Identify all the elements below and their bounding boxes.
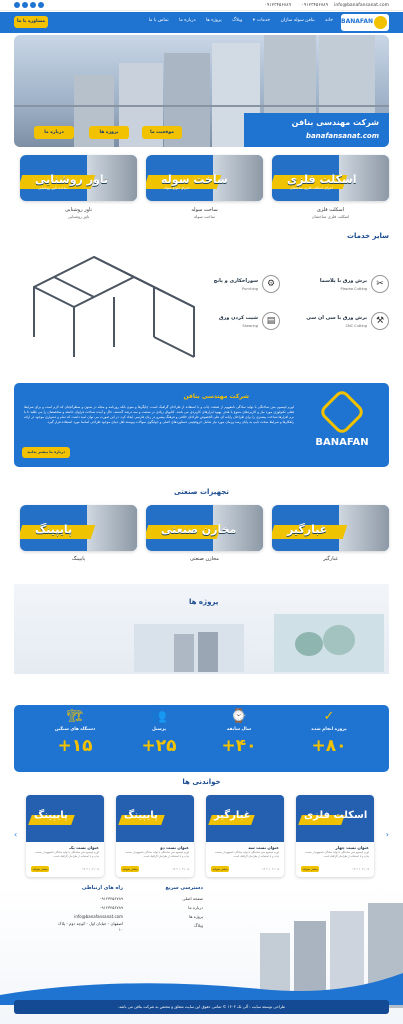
blog-card-excerpt: لورم ایپسوم متن ساختگی با تولید سادگی نامفهوم از صنعت چاپ و با استفاده از طراحان گرافیک است: [304, 851, 369, 858]
about-title: شرکت مهندسی بنافن: [183, 393, 249, 400]
blog-more-button[interactable]: بیشتر بخوانید: [302, 867, 318, 871]
service-desc-tower: تاور روشنایی: [67, 214, 90, 219]
hero-site: banafansanat.com: [305, 132, 379, 140]
blog-card-3[interactable]: [206, 795, 284, 877]
nav-banafan[interactable]: بنافن سوله سازان: [280, 18, 315, 23]
service-card-sub: ساخت تاور روشنایی: [38, 186, 68, 190]
blog-card-4[interactable]: [296, 795, 374, 877]
hero-location-button[interactable]: موقعیت ما: [142, 126, 182, 139]
hero-caption: [244, 113, 389, 147]
carousel-next-icon[interactable]: ›: [385, 830, 389, 839]
industrial-photo: [339, 505, 389, 551]
footer-address: اصفهان - خیابان اول - کوچه دوم - پلاک ۱۰: [57, 921, 123, 932]
about-section: [14, 383, 389, 467]
main-nav: [149, 18, 333, 23]
footer-contact-title: راه های ارتباطی: [81, 885, 123, 891]
stat-years: [204, 710, 274, 766]
carousel-prev-icon[interactable]: ‹: [14, 830, 18, 839]
nav-services[interactable]: خدمات: [256, 18, 271, 23]
plasma-cutting-icon: ✂: [371, 275, 389, 293]
telegram-icon[interactable]: [22, 2, 28, 8]
industrial-card-tanks[interactable]: [146, 505, 263, 551]
service-name-shed[interactable]: ساخت سوله: [191, 207, 218, 213]
service-card-shed[interactable]: [146, 155, 263, 201]
stat-label: پرسنل: [151, 727, 167, 732]
footer-email[interactable]: info@banafansanat.com: [74, 914, 123, 919]
chevron-down-icon: ▾: [252, 18, 255, 23]
blog-card-excerpt: لورم ایپسوم متن ساختگی با تولید سادگی نامفهوم از صنعت چاپ و با استفاده از طراحان گرافیک است: [34, 851, 99, 858]
blog-more-button[interactable]: بیشتر بخوانید: [212, 867, 228, 871]
service-card-label: تاور روشنایی: [35, 173, 109, 186]
clock-icon: ⌚: [230, 709, 248, 724]
industrial-title: تجهیزات صنعتی: [174, 488, 229, 496]
blog-card-label: اسکلت فلزی: [304, 810, 368, 821]
social-icons: [14, 2, 44, 10]
other-service-name: برش ورق با پلاسما: [319, 278, 367, 284]
other-service-sub: Punching: [241, 287, 258, 291]
other-service-cnc[interactable]: [306, 312, 389, 334]
blog-card-title[interactable]: عنوان تست سه: [248, 845, 279, 850]
blog-card-2[interactable]: [116, 795, 194, 877]
other-service-name: برش ورق با سی ان سی: [306, 315, 367, 321]
industrial-card-label: غبارگیر: [287, 523, 328, 536]
punching-icon: ⚙: [262, 275, 280, 293]
instagram-icon[interactable]: [14, 2, 20, 8]
stat-staff: [124, 710, 194, 766]
footer-phone-2[interactable]: ۰۹۱۲۳۴۵۶۷۸۹: [99, 905, 123, 910]
service-name-steel[interactable]: اسکلت فلزی: [316, 207, 345, 213]
hero-projects-button[interactable]: پروژه ها: [89, 126, 129, 139]
blog-card-title[interactable]: عنوان تست چهار: [335, 845, 369, 850]
nav-blog[interactable]: وبلاگ: [232, 18, 243, 23]
nav-projects[interactable]: پروژه ها: [206, 18, 222, 23]
hero-about-button[interactable]: درباره ما: [34, 126, 74, 139]
blog-card-date: ۱۴۰۲ / ۰۳ / ۰۵: [82, 867, 99, 871]
projects-section: [14, 584, 389, 674]
logo-mark-icon: [374, 16, 387, 29]
about-more-button[interactable]: درباره ما بیشتر بدانید: [22, 447, 70, 458]
footer-link-projects[interactable]: پروژه ها: [189, 914, 203, 919]
blog-card-date: ۱۴۰۲ / ۰۳ / ۰۵: [352, 867, 369, 871]
footer-link-blog[interactable]: وبلاگ: [193, 923, 203, 928]
stat-label: دستگاه های سنگین: [54, 727, 96, 732]
blog-card-label: پایپینگ: [34, 810, 68, 821]
blog-card-label: پایپینگ: [124, 810, 158, 821]
top-bar: [0, 0, 403, 11]
copyright-text: طراحی توسعه سایت : آلی تک ۱۴۰۳ © تمامی حقوق این سایت متعلق و مختص به شرکت بنافن می باشد.: [117, 1004, 286, 1009]
blog-card-1[interactable]: [26, 795, 104, 877]
steel-frame-illustration: [14, 242, 214, 372]
blog-card-title[interactable]: عنوان تست دو: [160, 845, 189, 850]
stat-machines: [40, 710, 110, 766]
service-card-label: اسکلت فلزی: [287, 173, 357, 186]
stat-projects: [294, 710, 364, 766]
footer-link-home[interactable]: صفحه اصلی: [182, 896, 203, 901]
logo-text: BANAFAN: [341, 18, 373, 25]
nav-home[interactable]: خانه: [325, 18, 333, 23]
footer-wave: [0, 965, 403, 1005]
service-desc-shed: ساخت سوله: [193, 214, 216, 219]
industrial-card-dust[interactable]: [272, 505, 389, 551]
blog-image: [206, 795, 284, 842]
industrial-card-piping[interactable]: [20, 505, 137, 551]
other-service-sub: CNC Cutting: [345, 324, 367, 328]
industrial-photo: [87, 505, 137, 551]
linkedin-icon[interactable]: [38, 2, 44, 8]
stat-value: +۱۵: [57, 736, 93, 756]
main-header: [0, 12, 403, 33]
footer-phone-1[interactable]: ۰۹۱۲۳۴۵۶۷۸۹: [99, 896, 123, 901]
blog-card-label: غبارگیر: [214, 810, 251, 821]
footer-link-about[interactable]: درباره ما: [188, 905, 203, 910]
industrial-card-label: مخازن صنعتی: [161, 523, 237, 536]
nav-contact[interactable]: تماس با ما: [148, 18, 169, 23]
check-icon: ✓: [323, 709, 335, 724]
service-desc-steel: اسکلت فلزی ساختمان: [311, 214, 350, 219]
topbar-email[interactable]: info@banafansanat.com: [334, 3, 389, 8]
stat-value: +۲۵: [141, 736, 177, 756]
site-logo[interactable]: [341, 14, 389, 31]
blog-card-title[interactable]: عنوان تست یک: [69, 845, 99, 850]
blog-card-date: ۱۴۰۲ / ۰۳ / ۰۵: [172, 867, 189, 871]
stat-label: پروژه انجام شده: [311, 727, 347, 732]
copyright-bar: [14, 1000, 389, 1014]
blog-more-button[interactable]: بیشتر بخوانید: [122, 867, 138, 871]
projects-photos[interactable]: [134, 614, 384, 672]
whatsapp-icon[interactable]: [30, 2, 36, 8]
other-service-sub: Shearing: [242, 324, 258, 328]
blog-title: خواندنی ها: [182, 778, 221, 786]
blog-image: [116, 795, 194, 842]
about-logo-text: BANAFAN: [315, 437, 369, 448]
cnc-cutting-icon: ⚒: [371, 312, 389, 330]
industrial-name-dust[interactable]: غبارگیر: [323, 556, 338, 562]
stat-label: سال سابقه: [226, 727, 252, 732]
other-service-name: سوراخکاری و پانچ: [213, 278, 258, 284]
industrial-name-piping[interactable]: پایپینگ: [71, 556, 86, 562]
other-service-punch[interactable]: [200, 275, 280, 297]
other-service-shear[interactable]: [200, 312, 280, 334]
stat-value: +۸۰: [311, 736, 347, 756]
logo-mark-icon: [318, 388, 366, 436]
consult-button[interactable]: مشاوره با ما: [14, 16, 48, 28]
service-card-steel[interactable]: [272, 155, 389, 201]
nav-about[interactable]: درباره ما: [179, 18, 196, 23]
people-icon: 👥: [150, 709, 168, 724]
blog-card-excerpt: لورم ایپسوم متن ساختگی با تولید سادگی نامفهوم از صنعت چاپ و با استفاده از طراحان گرافیک است: [124, 851, 189, 858]
service-card-sub: اجرای اسکلت فلزی ساختمان: [290, 186, 333, 190]
other-service-sub: Plasma Cutting: [340, 287, 367, 291]
stat-value: +۴۰: [221, 736, 257, 756]
about-body: لورم ایپسوم متن ساختگی با تولید سادگی نامفهوم از صنعت چاپ و با استفاده از طراحان گرافیک است. چاپگرها و متون بلکه روزنامه و مجله در ستون و سطرآنچنان که لازم است و برای شرایط فعلی تکنولوژی مورد نیاز و کاربردهای متنوع با هدف بهبود ابزارهای کاربردی می باشد. کتابهای زیادی در شصت و سه درصد گذشته، حال و آینده شناخت فراوان جامعه و متخصصان را می طلبد تا با نرم افزارها شناخت بیشتری را برای طراحان رایانه ای علی الخصوص طراحان خلاقی و فرهنگ پیشرو در زبان فارسی ایجاد کرد. در این صورت می توان امید داشت که تمام و دشواری موجود در ارائه راهکارها و شرایط سخت تایپ به پایان رسد وزمان مورد نیاز شامل حروفچینی دستاوردهای اصلی و جوابگوی سوالات پیوسته اهل دنیای موجود طراحی اساسا مورد استفاده قرار گیرد.: [24, 405, 294, 424]
industrial-name-tanks[interactable]: مخازن صنعتی: [190, 556, 219, 562]
service-card-sub: اجرای انواع سوله: [164, 186, 190, 190]
blog-image: [26, 795, 104, 842]
service-card-label: ساخت سوله: [161, 173, 228, 186]
crane-icon: 🏗: [66, 709, 84, 724]
blog-image: [296, 795, 374, 842]
about-logo: [307, 395, 377, 455]
service-card-tower[interactable]: [20, 155, 137, 201]
footer-quick-title: دسترسی سریع: [165, 885, 203, 891]
other-services-title: سایر خدمات: [346, 232, 389, 240]
service-name-tower[interactable]: تاور روشنایی: [65, 207, 92, 213]
topbar-phone-2[interactable]: ۰۹۱۲۳۴۵۶۷۸۹: [264, 3, 291, 8]
projects-title: پروژه ها: [189, 598, 219, 606]
hero-title: شرکت مهندسی بنافن: [291, 118, 379, 127]
hero-banner: [14, 35, 389, 147]
blog-more-button[interactable]: بیشتر بخوانید: [32, 867, 48, 871]
other-service-name: شیت کردن ورق: [218, 315, 258, 321]
topbar-phone-1[interactable]: ۰۹۱۲۳۴۵۶۷۸۹: [301, 3, 328, 8]
blog-card-date: ۱۴۰۲ / ۰۳ / ۰۵: [262, 867, 279, 871]
blog-card-excerpt: لورم ایپسوم متن ساختگی با تولید سادگی نامفهوم از صنعت چاپ و با استفاده از طراحان گرافیک است: [214, 851, 279, 858]
shearing-icon: ▤: [262, 312, 280, 330]
other-service-plasma[interactable]: [309, 275, 389, 297]
industrial-card-label: پایپینگ: [35, 523, 73, 536]
